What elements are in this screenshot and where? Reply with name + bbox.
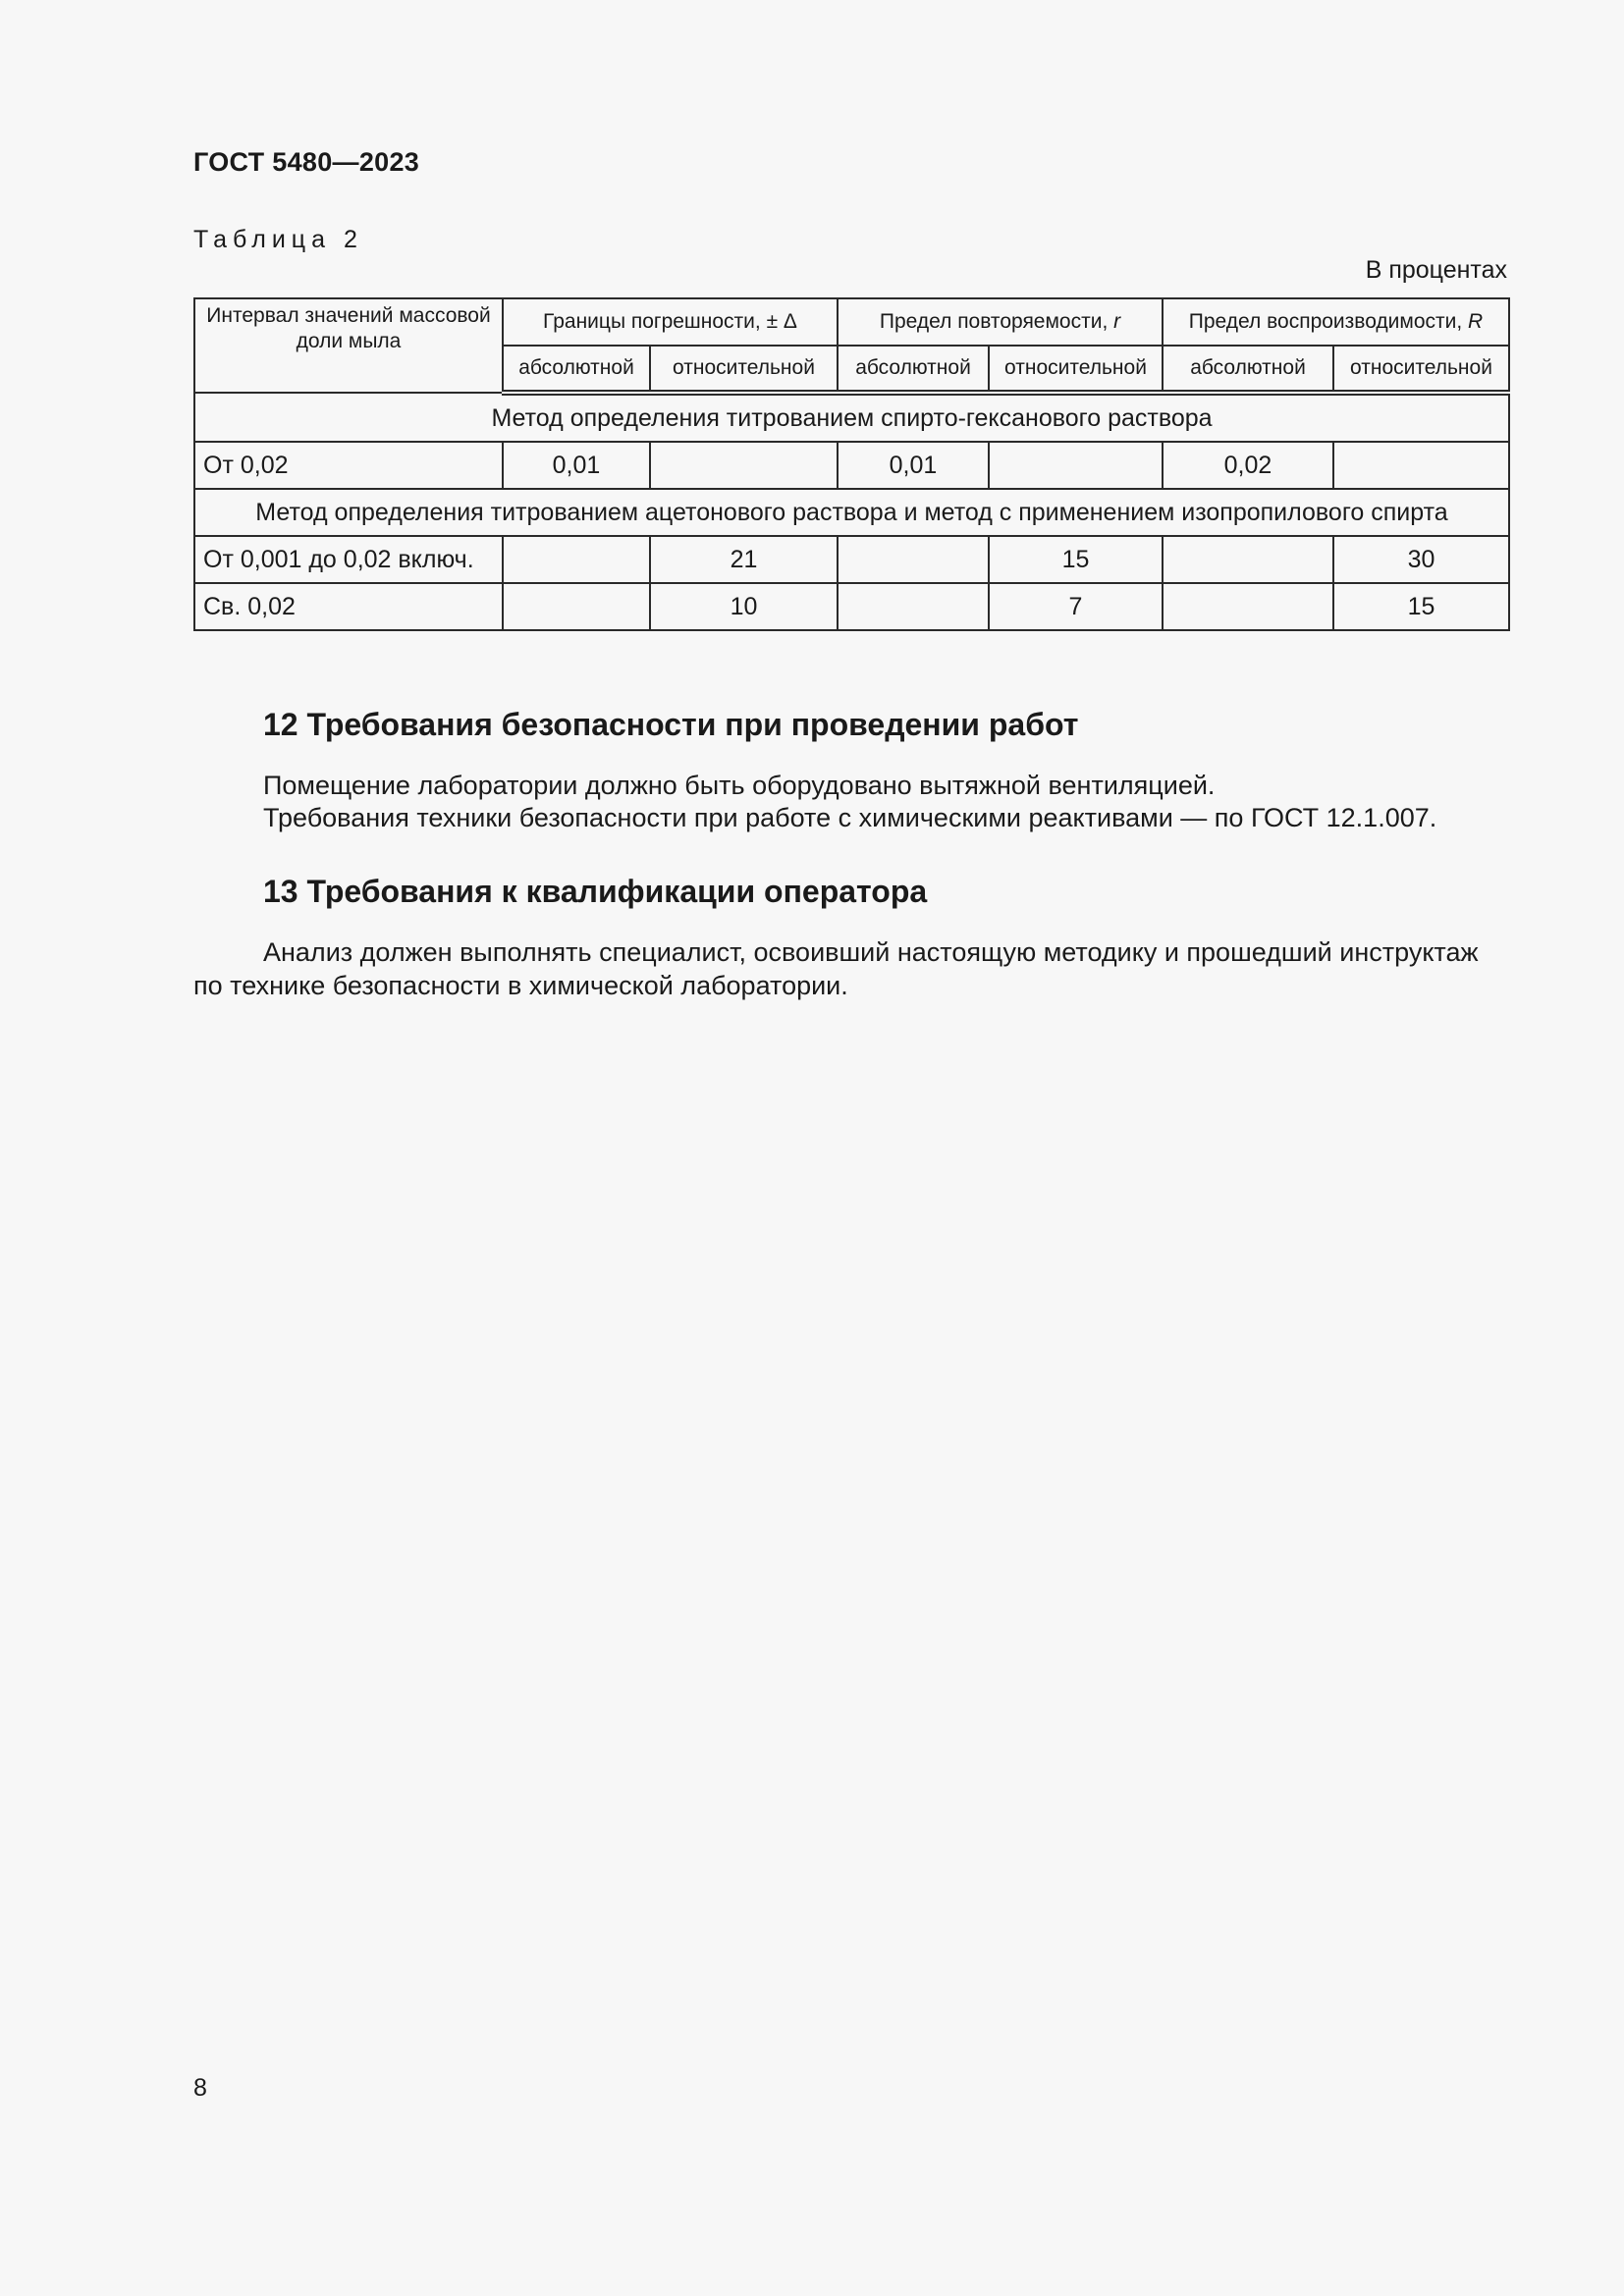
section-12-paragraph-2: Требования техники безопасности при работе с химическими реактивами — по ГОСТ 12.1.007. — [263, 803, 1437, 832]
cell-reprod-absolute: 0,02 — [1163, 442, 1333, 489]
section-13-title: 13 Требования к квалификации оператора — [263, 874, 928, 909]
cell-error-absolute — [503, 536, 650, 583]
table-row — [194, 536, 1509, 583]
cell-repeat-absolute — [838, 583, 989, 630]
cell-interval: Св. 0,02 — [194, 583, 503, 630]
cell-repeat-relative — [989, 442, 1163, 489]
header-repeat-absolute: абсолютной — [838, 346, 989, 393]
header-repeat-relative: относительной — [989, 346, 1163, 393]
table-row — [194, 583, 1509, 630]
cell-error-absolute — [503, 583, 650, 630]
cell-repeat-relative: 15 — [989, 536, 1163, 583]
cell-reprod-absolute — [1163, 536, 1333, 583]
table-row — [194, 442, 1509, 489]
header-repeatability — [838, 298, 1163, 346]
precision-table — [193, 297, 1510, 631]
cell-error-absolute: 0,01 — [503, 442, 650, 489]
header-error-absolute: абсолютной — [503, 346, 650, 393]
cell-error-relative: 10 — [650, 583, 838, 630]
cell-repeat-relative: 7 — [989, 583, 1163, 630]
cell-interval: От 0,001 до 0,02 включ. — [194, 536, 503, 583]
header-interval: Интервал значений массовой доли мыла — [194, 298, 503, 393]
header-reproducibility-symbol: R — [1468, 310, 1484, 333]
header-repeatability-symbol: r — [1113, 310, 1121, 333]
page-number: 8 — [193, 2074, 207, 2102]
header-reproducibility-text: Предел воспроизводимости, — [1188, 310, 1469, 333]
cell-reprod-absolute — [1163, 583, 1333, 630]
section-13-paragraph-line-1: Анализ должен выполнять специалист, освоивший настоящую методику и прошедший инструктаж — [263, 937, 1479, 967]
header-reprod-relative: относительной — [1333, 346, 1509, 393]
header-repeatability-text: Предел повторяемости, — [879, 310, 1114, 333]
header-reprod-absolute: абсолютной — [1163, 346, 1333, 393]
cell-reprod-relative: 15 — [1333, 583, 1509, 630]
cell-reprod-relative: 30 — [1333, 536, 1509, 583]
method-row-2: Метод определения титрованием ацетонового раствора и метод с применением изопропилового спирта — [194, 489, 1509, 536]
section-13-paragraph-line-2: по технике безопасности в химической лаборатории. — [193, 971, 848, 1000]
cell-reprod-relative — [1333, 442, 1509, 489]
cell-repeat-absolute: 0,01 — [838, 442, 989, 489]
header-reproducibility — [1163, 298, 1509, 346]
document-code: ГОСТ 5480—2023 — [193, 147, 420, 177]
cell-error-relative: 21 — [650, 536, 838, 583]
section-12-paragraph-1: Помещение лаборатории должно быть оборудовано вытяжной вентиляцией. — [263, 771, 1216, 800]
section-12-title: 12 Требования безопасности при проведении работ — [263, 707, 1079, 742]
table-units: В процентах — [1365, 256, 1507, 284]
header-error-relative: относительной — [650, 346, 838, 393]
cell-interval: От 0,02 — [194, 442, 503, 489]
method-row-1: Метод определения титрованием спирто-гексанового раствора — [194, 393, 1509, 442]
table-caption: Таблица 2 — [193, 226, 363, 253]
header-error-limits: Границы погрешности, ± Δ — [503, 298, 838, 346]
cell-repeat-absolute — [838, 536, 989, 583]
cell-error-relative — [650, 442, 838, 489]
